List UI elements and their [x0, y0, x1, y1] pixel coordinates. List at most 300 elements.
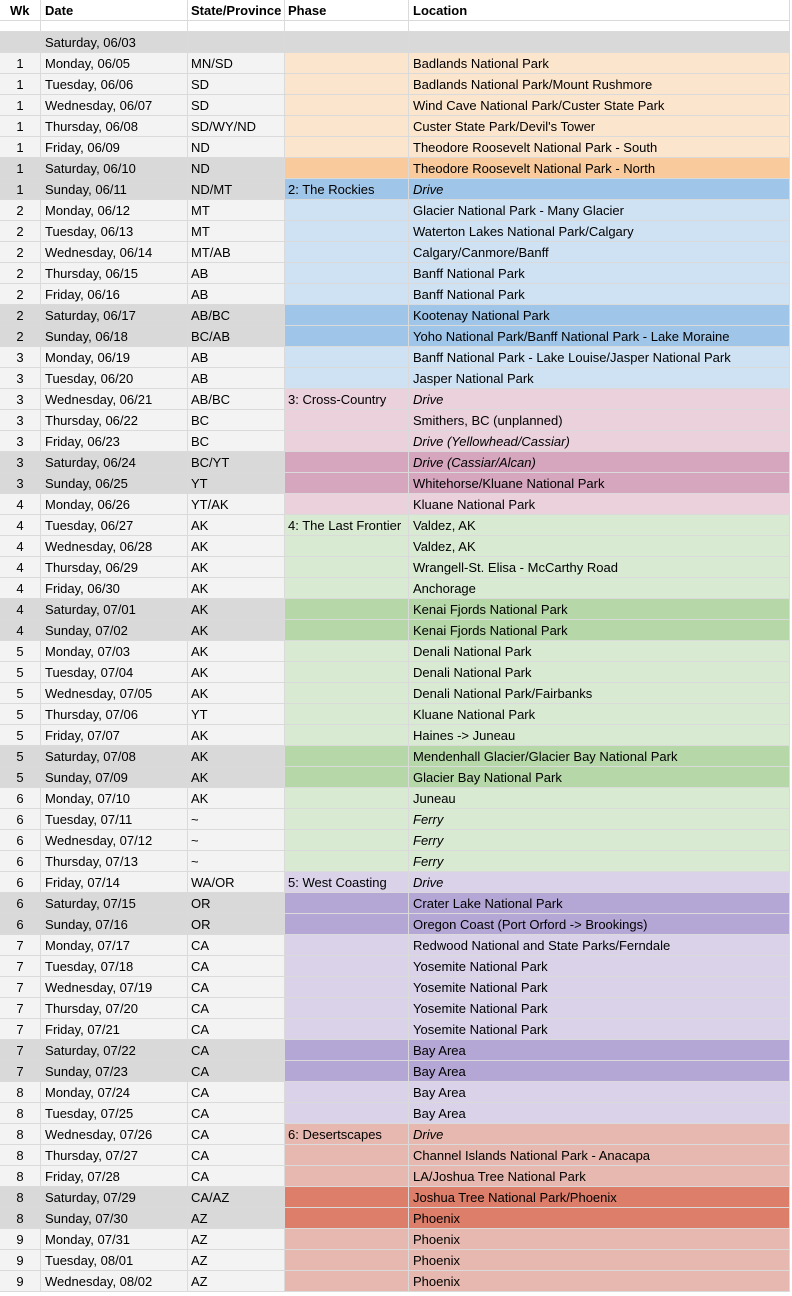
cell-date[interactable]: Friday, 06/09 [41, 137, 188, 158]
cell-wk[interactable]: 7 [0, 977, 41, 998]
cell-state[interactable]: BC [188, 410, 285, 431]
cell-phase[interactable]: 3: Cross-Country [285, 389, 409, 410]
header-phase[interactable]: Phase [285, 0, 409, 21]
cell-wk[interactable]: 8 [0, 1124, 41, 1145]
cell-phase[interactable] [285, 536, 409, 557]
cell-wk[interactable]: 5 [0, 704, 41, 725]
cell-state[interactable]: ~ [188, 830, 285, 851]
cell-date[interactable]: Saturday, 07/08 [41, 746, 188, 767]
cell-phase[interactable]: 6: Desertscapes [285, 1124, 409, 1145]
cell-phase[interactable] [285, 347, 409, 368]
cell-phase[interactable] [285, 410, 409, 431]
cell-date[interactable]: Tuesday, 07/18 [41, 956, 188, 977]
cell-date[interactable]: Monday, 06/12 [41, 200, 188, 221]
header-date[interactable]: Date [41, 0, 188, 21]
cell-wk[interactable]: 8 [0, 1103, 41, 1124]
cell-wk[interactable]: 1 [0, 95, 41, 116]
cell-date[interactable]: Wednesday, 06/07 [41, 95, 188, 116]
cell-phase[interactable] [285, 599, 409, 620]
cell-phase[interactable] [285, 221, 409, 242]
cell-phase[interactable] [285, 998, 409, 1019]
cell-location[interactable]: Glacier Bay National Park [409, 767, 790, 788]
cell-wk[interactable]: 8 [0, 1145, 41, 1166]
cell-wk[interactable] [0, 32, 41, 53]
cell-phase[interactable] [285, 494, 409, 515]
cell-date[interactable]: Thursday, 07/27 [41, 1145, 188, 1166]
cell-state[interactable]: AZ [188, 1271, 285, 1292]
cell-date[interactable]: Friday, 06/23 [41, 431, 188, 452]
cell-phase[interactable] [285, 452, 409, 473]
cell-state[interactable]: WA/OR [188, 872, 285, 893]
cell-date[interactable]: Sunday, 06/11 [41, 179, 188, 200]
cell-wk[interactable]: 2 [0, 221, 41, 242]
cell-location[interactable]: Bay Area [409, 1082, 790, 1103]
cell-wk[interactable]: 7 [0, 956, 41, 977]
cell-wk[interactable]: 8 [0, 1187, 41, 1208]
blank-cell[interactable] [41, 21, 188, 32]
cell-wk[interactable]: 4 [0, 536, 41, 557]
cell-phase[interactable] [285, 893, 409, 914]
cell-wk[interactable]: 4 [0, 620, 41, 641]
cell-wk[interactable]: 5 [0, 641, 41, 662]
cell-wk[interactable]: 2 [0, 284, 41, 305]
cell-date[interactable]: Monday, 07/03 [41, 641, 188, 662]
cell-date[interactable]: Tuesday, 08/01 [41, 1250, 188, 1271]
cell-date[interactable]: Tuesday, 07/04 [41, 662, 188, 683]
cell-phase[interactable] [285, 1250, 409, 1271]
cell-phase[interactable] [285, 1103, 409, 1124]
cell-location[interactable]: Denali National Park [409, 641, 790, 662]
cell-state[interactable]: CA [188, 956, 285, 977]
cell-state[interactable]: YT [188, 473, 285, 494]
cell-location[interactable]: Calgary/Canmore/Banff [409, 242, 790, 263]
cell-state[interactable]: AK [188, 578, 285, 599]
cell-date[interactable]: Tuesday, 06/20 [41, 368, 188, 389]
cell-location[interactable]: Valdez, AK [409, 515, 790, 536]
cell-state[interactable]: AK [188, 620, 285, 641]
cell-location[interactable]: Kluane National Park [409, 704, 790, 725]
cell-state[interactable]: AK [188, 641, 285, 662]
cell-state[interactable]: CA [188, 1019, 285, 1040]
cell-location[interactable]: Custer State Park/Devil's Tower [409, 116, 790, 137]
cell-state[interactable]: YT/AK [188, 494, 285, 515]
cell-location[interactable]: Bay Area [409, 1061, 790, 1082]
cell-date[interactable]: Tuesday, 06/13 [41, 221, 188, 242]
cell-phase[interactable] [285, 641, 409, 662]
cell-phase[interactable] [285, 431, 409, 452]
cell-state[interactable]: MT [188, 221, 285, 242]
cell-wk[interactable]: 6 [0, 830, 41, 851]
cell-location[interactable]: Drive [409, 179, 790, 200]
cell-wk[interactable]: 8 [0, 1166, 41, 1187]
cell-phase[interactable] [285, 242, 409, 263]
cell-phase[interactable] [285, 662, 409, 683]
cell-wk[interactable]: 4 [0, 557, 41, 578]
cell-date[interactable]: Wednesday, 07/05 [41, 683, 188, 704]
header-state[interactable]: State/Province [188, 0, 285, 21]
cell-date[interactable]: Saturday, 07/15 [41, 893, 188, 914]
blank-cell[interactable] [0, 21, 41, 32]
cell-phase[interactable] [285, 1082, 409, 1103]
cell-wk[interactable]: 4 [0, 515, 41, 536]
cell-phase[interactable] [285, 914, 409, 935]
cell-location[interactable]: Glacier National Park - Many Glacier [409, 200, 790, 221]
cell-wk[interactable]: 1 [0, 158, 41, 179]
cell-wk[interactable]: 9 [0, 1229, 41, 1250]
cell-location[interactable]: Kluane National Park [409, 494, 790, 515]
cell-location[interactable]: Phoenix [409, 1208, 790, 1229]
cell-location[interactable]: Joshua Tree National Park/Phoenix [409, 1187, 790, 1208]
cell-date[interactable]: Friday, 07/28 [41, 1166, 188, 1187]
cell-location[interactable]: Wrangell-St. Elisa - McCarthy Road [409, 557, 790, 578]
cell-phase[interactable] [285, 935, 409, 956]
cell-wk[interactable]: 6 [0, 809, 41, 830]
cell-state[interactable]: CA [188, 1166, 285, 1187]
cell-wk[interactable]: 7 [0, 1061, 41, 1082]
cell-state[interactable]: AK [188, 557, 285, 578]
cell-location[interactable]: Phoenix [409, 1229, 790, 1250]
cell-phase[interactable] [285, 557, 409, 578]
cell-wk[interactable]: 9 [0, 1250, 41, 1271]
cell-date[interactable]: Thursday, 06/08 [41, 116, 188, 137]
cell-date[interactable]: Wednesday, 07/12 [41, 830, 188, 851]
cell-state[interactable]: AK [188, 683, 285, 704]
cell-phase[interactable] [285, 1040, 409, 1061]
cell-phase[interactable] [285, 326, 409, 347]
cell-phase[interactable] [285, 851, 409, 872]
cell-date[interactable]: Wednesday, 07/19 [41, 977, 188, 998]
cell-wk[interactable]: 1 [0, 53, 41, 74]
cell-date[interactable]: Wednesday, 06/14 [41, 242, 188, 263]
cell-location[interactable]: Whitehorse/Kluane National Park [409, 473, 790, 494]
cell-date[interactable]: Monday, 07/10 [41, 788, 188, 809]
cell-location[interactable]: Crater Lake National Park [409, 893, 790, 914]
cell-phase[interactable] [285, 704, 409, 725]
cell-date[interactable]: Saturday, 07/29 [41, 1187, 188, 1208]
cell-wk[interactable]: 1 [0, 116, 41, 137]
cell-wk[interactable]: 1 [0, 137, 41, 158]
cell-phase[interactable] [285, 263, 409, 284]
cell-state[interactable]: SD [188, 74, 285, 95]
cell-date[interactable]: Monday, 06/26 [41, 494, 188, 515]
cell-state[interactable]: AK [188, 536, 285, 557]
cell-state[interactable]: AK [188, 515, 285, 536]
cell-phase[interactable] [285, 683, 409, 704]
cell-wk[interactable]: 5 [0, 725, 41, 746]
cell-state[interactable]: CA [188, 977, 285, 998]
cell-location[interactable]: Haines -> Juneau [409, 725, 790, 746]
cell-state[interactable]: AK [188, 767, 285, 788]
cell-phase[interactable] [285, 767, 409, 788]
cell-state[interactable]: AB [188, 263, 285, 284]
cell-state[interactable]: AZ [188, 1208, 285, 1229]
cell-state[interactable]: CA/AZ [188, 1187, 285, 1208]
cell-location[interactable]: Drive [409, 389, 790, 410]
cell-wk[interactable]: 6 [0, 788, 41, 809]
cell-location[interactable]: Waterton Lakes National Park/Calgary [409, 221, 790, 242]
cell-state[interactable]: CA [188, 1082, 285, 1103]
cell-wk[interactable]: 4 [0, 578, 41, 599]
cell-wk[interactable]: 5 [0, 683, 41, 704]
cell-phase[interactable] [285, 809, 409, 830]
cell-location[interactable]: Theodore Roosevelt National Park - South [409, 137, 790, 158]
cell-date[interactable]: Sunday, 07/09 [41, 767, 188, 788]
cell-date[interactable]: Tuesday, 06/27 [41, 515, 188, 536]
cell-wk[interactable]: 7 [0, 998, 41, 1019]
cell-state[interactable]: AB [188, 347, 285, 368]
cell-date[interactable]: Thursday, 07/06 [41, 704, 188, 725]
cell-phase[interactable] [285, 1271, 409, 1292]
cell-location[interactable]: Badlands National Park [409, 53, 790, 74]
cell-phase[interactable] [285, 473, 409, 494]
cell-location[interactable]: Yosemite National Park [409, 998, 790, 1019]
cell-date[interactable]: Monday, 06/19 [41, 347, 188, 368]
cell-location[interactable]: Oregon Coast (Port Orford -> Brookings) [409, 914, 790, 935]
cell-wk[interactable]: 2 [0, 242, 41, 263]
cell-state[interactable]: ND [188, 158, 285, 179]
cell-location[interactable]: Redwood National and State Parks/Ferndale [409, 935, 790, 956]
cell-wk[interactable]: 4 [0, 494, 41, 515]
cell-phase[interactable] [285, 284, 409, 305]
cell-wk[interactable]: 4 [0, 599, 41, 620]
cell-date[interactable]: Thursday, 06/29 [41, 557, 188, 578]
cell-state[interactable]: ND [188, 137, 285, 158]
cell-phase[interactable] [285, 116, 409, 137]
cell-wk[interactable]: 7 [0, 1040, 41, 1061]
cell-phase[interactable] [285, 1061, 409, 1082]
cell-state[interactable]: ~ [188, 809, 285, 830]
cell-phase[interactable] [285, 746, 409, 767]
cell-wk[interactable]: 7 [0, 935, 41, 956]
cell-date[interactable]: Wednesday, 06/21 [41, 389, 188, 410]
cell-date[interactable]: Sunday, 06/18 [41, 326, 188, 347]
cell-phase[interactable] [285, 578, 409, 599]
cell-date[interactable]: Monday, 07/24 [41, 1082, 188, 1103]
cell-date[interactable]: Saturday, 07/22 [41, 1040, 188, 1061]
cell-state[interactable]: AK [188, 662, 285, 683]
cell-date[interactable]: Wednesday, 07/26 [41, 1124, 188, 1145]
cell-location[interactable]: Kootenay National Park [409, 305, 790, 326]
cell-phase[interactable] [285, 725, 409, 746]
cell-phase[interactable] [285, 956, 409, 977]
cell-wk[interactable]: 2 [0, 263, 41, 284]
cell-location[interactable]: Yosemite National Park [409, 956, 790, 977]
cell-state[interactable]: CA [188, 1040, 285, 1061]
cell-state[interactable]: CA [188, 1145, 285, 1166]
cell-state[interactable]: CA [188, 935, 285, 956]
cell-date[interactable]: Thursday, 06/15 [41, 263, 188, 284]
cell-date[interactable]: Thursday, 07/13 [41, 851, 188, 872]
cell-phase[interactable] [285, 368, 409, 389]
cell-wk[interactable]: 3 [0, 452, 41, 473]
cell-phase[interactable] [285, 1229, 409, 1250]
cell-date[interactable]: Friday, 06/16 [41, 284, 188, 305]
cell-wk[interactable]: 2 [0, 200, 41, 221]
cell-phase[interactable] [285, 620, 409, 641]
cell-wk[interactable]: 3 [0, 368, 41, 389]
cell-state[interactable]: MT/AB [188, 242, 285, 263]
cell-state[interactable]: AZ [188, 1229, 285, 1250]
cell-state[interactable]: AK [188, 746, 285, 767]
cell-date[interactable]: Tuesday, 07/25 [41, 1103, 188, 1124]
cell-wk[interactable]: 6 [0, 893, 41, 914]
cell-state[interactable]: AB/BC [188, 389, 285, 410]
cell-location[interactable]: Phoenix [409, 1250, 790, 1271]
cell-wk[interactable]: 5 [0, 662, 41, 683]
cell-phase[interactable] [285, 1145, 409, 1166]
cell-phase[interactable] [285, 830, 409, 851]
cell-date[interactable]: Friday, 07/21 [41, 1019, 188, 1040]
cell-location[interactable]: Yosemite National Park [409, 1019, 790, 1040]
cell-location[interactable]: Juneau [409, 788, 790, 809]
cell-date[interactable]: Monday, 07/17 [41, 935, 188, 956]
cell-location[interactable]: Ferry [409, 809, 790, 830]
cell-date[interactable]: Thursday, 06/22 [41, 410, 188, 431]
cell-date[interactable]: Saturday, 06/17 [41, 305, 188, 326]
cell-phase[interactable] [285, 977, 409, 998]
cell-wk[interactable]: 2 [0, 326, 41, 347]
cell-state[interactable]: OR [188, 893, 285, 914]
cell-date[interactable]: Sunday, 07/23 [41, 1061, 188, 1082]
cell-date[interactable]: Sunday, 07/30 [41, 1208, 188, 1229]
blank-cell[interactable] [409, 21, 790, 32]
cell-date[interactable]: Friday, 07/14 [41, 872, 188, 893]
cell-location[interactable]: Banff National Park [409, 284, 790, 305]
cell-date[interactable]: Sunday, 07/02 [41, 620, 188, 641]
cell-phase[interactable] [285, 200, 409, 221]
cell-state[interactable]: AZ [188, 1250, 285, 1271]
cell-state[interactable]: CA [188, 1061, 285, 1082]
cell-state[interactable]: SD/WY/ND [188, 116, 285, 137]
cell-state[interactable]: CA [188, 1124, 285, 1145]
cell-date[interactable]: Monday, 06/05 [41, 53, 188, 74]
blank-cell[interactable] [285, 21, 409, 32]
cell-state[interactable]: ND/MT [188, 179, 285, 200]
cell-date[interactable]: Thursday, 07/20 [41, 998, 188, 1019]
cell-location[interactable]: Badlands National Park/Mount Rushmore [409, 74, 790, 95]
cell-location[interactable]: Drive [409, 872, 790, 893]
cell-location[interactable]: Drive (Cassiar/Alcan) [409, 452, 790, 473]
cell-date[interactable]: Sunday, 07/16 [41, 914, 188, 935]
cell-state[interactable]: BC/AB [188, 326, 285, 347]
cell-state[interactable]: AK [188, 599, 285, 620]
cell-wk[interactable]: 2 [0, 305, 41, 326]
cell-location[interactable]: Denali National Park/Fairbanks [409, 683, 790, 704]
cell-location[interactable]: Theodore Roosevelt National Park - North [409, 158, 790, 179]
cell-location[interactable]: Mendenhall Glacier/Glacier Bay National Park [409, 746, 790, 767]
cell-state[interactable]: ~ [188, 851, 285, 872]
cell-state[interactable]: AK [188, 725, 285, 746]
cell-wk[interactable]: 6 [0, 914, 41, 935]
cell-wk[interactable]: 8 [0, 1082, 41, 1103]
cell-date[interactable]: Sunday, 06/25 [41, 473, 188, 494]
cell-phase[interactable] [285, 137, 409, 158]
cell-wk[interactable]: 1 [0, 74, 41, 95]
cell-location[interactable]: Ferry [409, 830, 790, 851]
cell-wk[interactable]: 3 [0, 473, 41, 494]
header-wk[interactable]: Wk [0, 0, 41, 21]
cell-state[interactable]: AB [188, 284, 285, 305]
cell-wk[interactable]: 6 [0, 872, 41, 893]
cell-wk[interactable]: 5 [0, 746, 41, 767]
cell-location[interactable]: Drive [409, 1124, 790, 1145]
cell-phase[interactable] [285, 74, 409, 95]
cell-location[interactable]: Banff National Park - Lake Louise/Jasper National Park [409, 347, 790, 368]
cell-wk[interactable]: 7 [0, 1019, 41, 1040]
cell-phase[interactable] [285, 1187, 409, 1208]
cell-phase[interactable] [285, 158, 409, 179]
cell-wk[interactable]: 3 [0, 410, 41, 431]
cell-wk[interactable]: 8 [0, 1208, 41, 1229]
cell-phase[interactable]: 5: West Coasting [285, 872, 409, 893]
cell-phase[interactable] [285, 1019, 409, 1040]
blank-cell[interactable] [188, 21, 285, 32]
cell-wk[interactable]: 3 [0, 347, 41, 368]
cell-phase[interactable]: 2: The Rockies [285, 179, 409, 200]
cell-date[interactable]: Saturday, 07/01 [41, 599, 188, 620]
cell-wk[interactable]: 1 [0, 179, 41, 200]
cell-location[interactable]: Ferry [409, 851, 790, 872]
cell-wk[interactable]: 6 [0, 851, 41, 872]
cell-state[interactable]: AK [188, 788, 285, 809]
cell-location[interactable]: Phoenix [409, 1271, 790, 1292]
cell-location[interactable]: Valdez, AK [409, 536, 790, 557]
cell-location[interactable] [409, 32, 790, 53]
cell-state[interactable]: BC [188, 431, 285, 452]
cell-state[interactable]: MT [188, 200, 285, 221]
cell-phase[interactable] [285, 95, 409, 116]
cell-state[interactable]: CA [188, 998, 285, 1019]
cell-location[interactable]: Wind Cave National Park/Custer State Park [409, 95, 790, 116]
cell-location[interactable]: Banff National Park [409, 263, 790, 284]
cell-state[interactable]: AB [188, 368, 285, 389]
cell-phase[interactable] [285, 305, 409, 326]
cell-location[interactable]: Kenai Fjords National Park [409, 620, 790, 641]
cell-date[interactable]: Saturday, 06/03 [41, 32, 188, 53]
cell-location[interactable]: Smithers, BC (unplanned) [409, 410, 790, 431]
cell-state[interactable]: MN/SD [188, 53, 285, 74]
cell-state[interactable]: YT [188, 704, 285, 725]
cell-location[interactable]: Bay Area [409, 1040, 790, 1061]
cell-location[interactable]: Bay Area [409, 1103, 790, 1124]
cell-location[interactable]: Anchorage [409, 578, 790, 599]
cell-location[interactable]: Jasper National Park [409, 368, 790, 389]
cell-phase[interactable] [285, 1166, 409, 1187]
cell-phase[interactable] [285, 32, 409, 53]
cell-date[interactable]: Saturday, 06/24 [41, 452, 188, 473]
cell-date[interactable]: Monday, 07/31 [41, 1229, 188, 1250]
cell-state[interactable]: BC/YT [188, 452, 285, 473]
cell-date[interactable]: Saturday, 06/10 [41, 158, 188, 179]
cell-phase[interactable] [285, 788, 409, 809]
cell-wk[interactable]: 9 [0, 1271, 41, 1292]
cell-phase[interactable] [285, 1208, 409, 1229]
cell-wk[interactable]: 3 [0, 389, 41, 410]
cell-state[interactable] [188, 32, 285, 53]
cell-date[interactable]: Friday, 06/30 [41, 578, 188, 599]
cell-date[interactable]: Friday, 07/07 [41, 725, 188, 746]
cell-state[interactable]: CA [188, 1103, 285, 1124]
cell-location[interactable]: Kenai Fjords National Park [409, 599, 790, 620]
cell-location[interactable]: Denali National Park [409, 662, 790, 683]
cell-state[interactable]: OR [188, 914, 285, 935]
cell-location[interactable]: Drive (Yellowhead/Cassiar) [409, 431, 790, 452]
cell-state[interactable]: SD [188, 95, 285, 116]
cell-date[interactable]: Wednesday, 08/02 [41, 1271, 188, 1292]
cell-location[interactable]: Yosemite National Park [409, 977, 790, 998]
cell-phase[interactable]: 4: The Last Frontier [285, 515, 409, 536]
cell-date[interactable]: Tuesday, 07/11 [41, 809, 188, 830]
